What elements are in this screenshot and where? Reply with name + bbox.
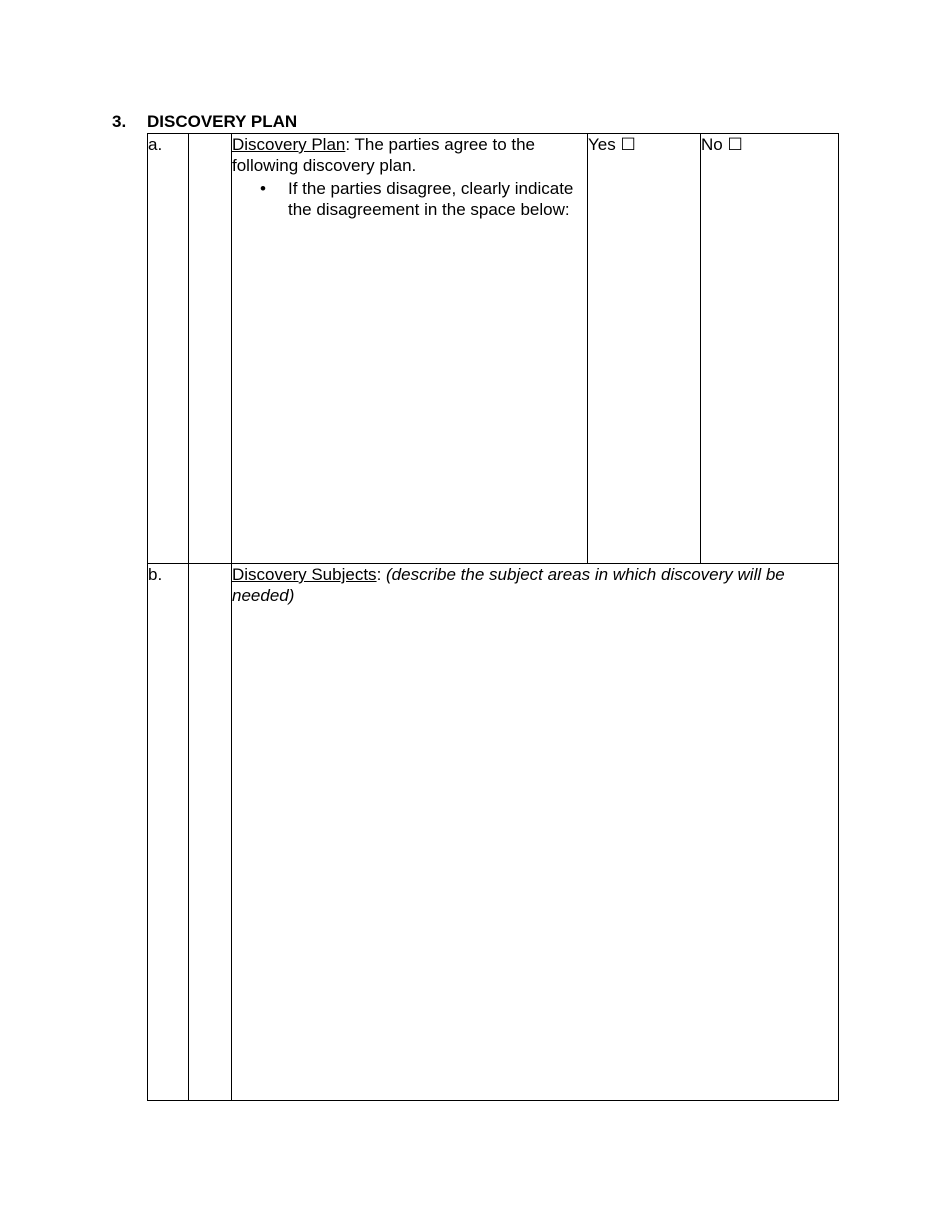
discovery-plan-bullets <box>232 178 587 220</box>
row-a-letter: a. <box>148 134 189 564</box>
section-number: 3. <box>112 112 127 131</box>
section-title: DISCOVERY PLAN <box>147 112 298 131</box>
discovery-subjects-instruction: (describe the subject areas in which discovery will be needed) <box>232 565 785 605</box>
discovery-plan-text: : The parties agree to the following discovery plan. <box>232 135 536 175</box>
no-checkbox[interactable]: No ☐ <box>701 134 839 564</box>
table-row-discovery-subjects <box>148 564 839 1101</box>
row-b-letter: b. <box>148 564 189 1101</box>
yes-checkbox[interactable]: Yes ☐ <box>588 134 701 564</box>
discovery-subjects-colon: : <box>376 565 387 584</box>
discovery-plan-cell[interactable] <box>232 134 588 564</box>
discovery-subjects-cell[interactable] <box>232 564 839 1101</box>
table-row-discovery-plan <box>148 134 839 564</box>
list-item <box>260 178 587 220</box>
row-b-blank-cell[interactable] <box>189 564 232 1101</box>
row-a-blank-cell[interactable] <box>189 134 232 564</box>
bullet-icon: • <box>260 179 266 198</box>
disagreement-instruction: If the parties disagree, clearly indicate the disagreement in the space below: <box>288 179 574 219</box>
discovery-plan-table <box>147 133 839 1101</box>
section-heading <box>112 112 297 132</box>
discovery-plan-heading: Discovery Plan <box>232 135 346 154</box>
discovery-subjects-heading: Discovery Subjects <box>232 565 377 584</box>
